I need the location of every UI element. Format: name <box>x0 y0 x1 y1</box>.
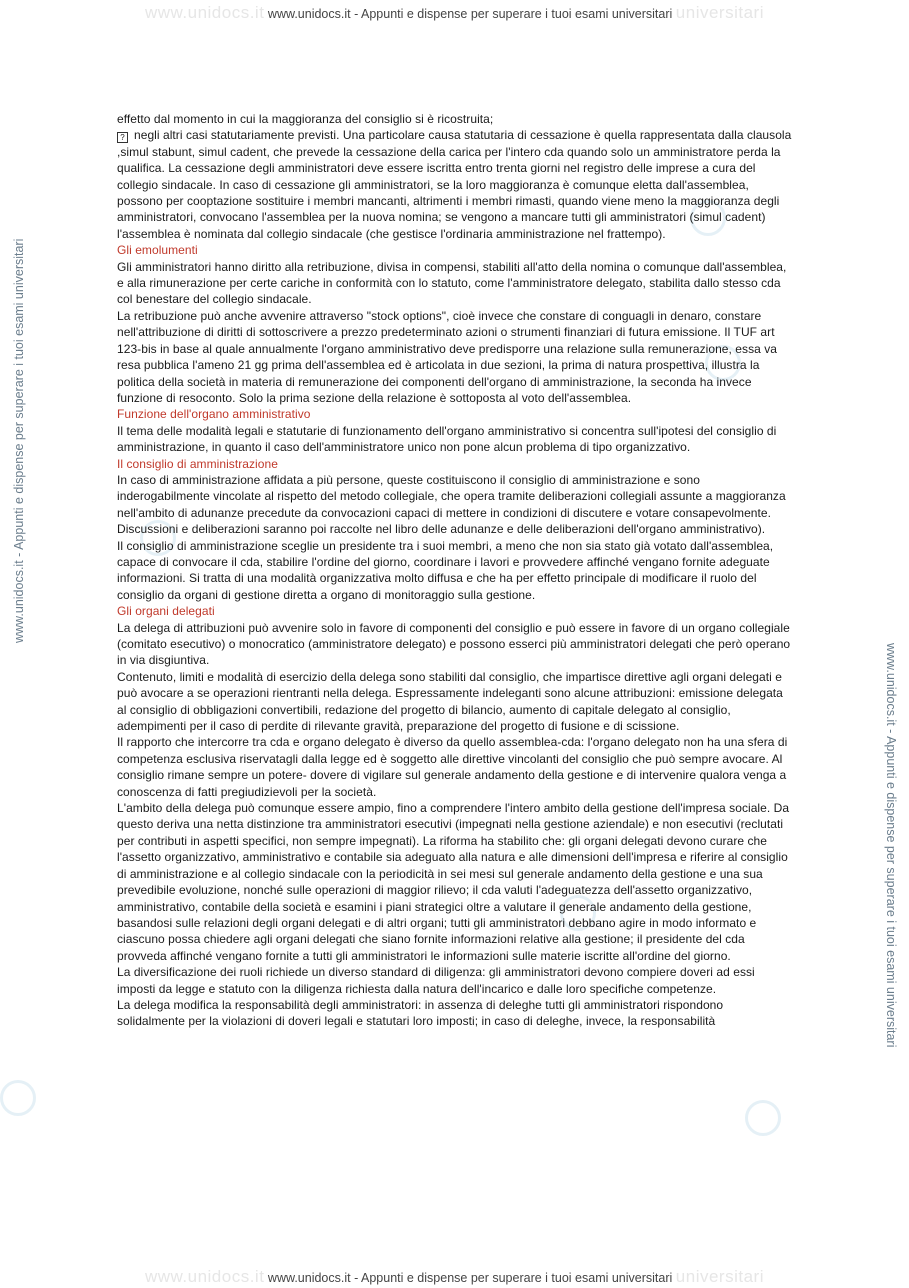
page-footer <box>0 1266 909 1288</box>
paragraph: In caso di amministrazione affidata a più persone, queste costituiscono il consiglio di amministrazione e sono inderogabilmente vincolate al rispetto del metodo collegiale, che opera tramite deliberazioni collegiali assunte a maggioranza nell'ambito di adunanze precedute da convocazioni capaci di mettere in condizioni di discutere e votare consapevolmente. Discussioni e deliberazioni saranno poi raccolte nel libro delle adunanze e delle deliberazioni dell'organo amministrativo). <box>117 472 786 537</box>
paragraph: Il rapporto che intercorre tra cda e organo delegato è diverso da quello assemblea-cda: l'organo delegato non ha una sfera di competenza esclusiva riservatagli dalla legge ed è soggetto alle direttive vincolanti del consiglio che può sempre avocare. Al consiglio rimane sempre un potere- dovere di vigilare sul generale andamento della gestione e di intervenire qualora venga a conoscenza di fatti pregiudizievoli per la società. <box>117 735 788 799</box>
paragraph: Gli amministratori hanno diritto alla retribuzione, divisa in compensi, stabiliti all'atto della nomina o comunque dall'assemblea, e alla rimunerazione per certe cariche in conformità con lo statuto, come l'amministratore delegato, stabilita dallo stesso cda col benestare del collegio sindacale. <box>117 259 787 307</box>
header-watermark-left: www.unidocs.it <box>145 3 265 22</box>
bullet-text: negli altri casi statutariamente previsti. Una particolare causa statutaria di cessazione è quella rappresentata dalla clausola ,simul stabunt, simul cadent, che prevede la cessazione della carica per l'intero cda quando solo un amministratore perda la qualifica. La cessazione degli amministratori deve essere iscritta entro trenta giorni nel registro delle imprese a cura del collegio sindacale. In caso di cessazione gli amministratori, se la loro maggioranza è comunque eletta dall'assemblea, possono per cooptazione sostituire i membri mancanti, altrimenti i membri rimasti, quando viene meno la maggioranza degli amministratori, convocano l'assemblea per la nuova nomina; se vengono a mancare tutti gli amministratori (simul cadent) l'assemblea è nominata dal collegio sindacale (che gestisce l'ordinaria amministrazione nel frattempo). <box>117 128 792 241</box>
paragraph: La delega di attribuzioni può avvenire solo in favore di componenti del consiglio e può essere in favore di un organo collegiale (comitato esecutivo) o monocratico (amministratore delegato) e possono esserci più amministratori delegati che però operano in via disgiuntiva. <box>117 620 791 668</box>
footer-watermark-left: www.unidocs.it <box>145 1267 265 1286</box>
header-watermark-right: universitari <box>675 3 764 22</box>
paragraph: Il tema delle modalità legali e statutarie di funzionamento dell'organo amministrativo si concentra sull'ipotesi del consiglio di amministrazione, in quanto il caso dell'amministratore unico non pone alcun problema di tipo organizzativo. <box>117 423 777 455</box>
section-heading: Il consiglio di amministrazione <box>117 456 278 471</box>
section-heading: Funzione dell'organo amministrativo <box>117 407 311 422</box>
page-header <box>0 2 909 24</box>
paragraph: Il consiglio di amministrazione sceglie un presidente tra i suoi membri, a meno che non sia stato già votato dall'assemblea, capace di convocare il cda, stabilire l'ordine del giorno, coordinare i lavori e provvedere affinché vengano fornite adeguate informazioni. Si tratta di una modalità organizzativa molto diffusa e che ha per effetto principale di modificare il ruolo del consiglio da organi di gestione diretta a organo di monitoraggio sulla gestione. <box>117 538 774 602</box>
footer-site-link[interactable]: www.unidocs.it - Appunti e dispense per superare i tuoi esami universitari <box>267 1271 673 1285</box>
paragraph: La delega modifica la responsabilità degli amministratori: in assenza di deleghe tutti gli amministratori rispondono solidalmente per la violazioni di doveri legali e statutari loro imposti; in caso di deleghe, invece, la responsabilità <box>117 997 724 1029</box>
section-heading: Gli emolumenti <box>117 243 198 258</box>
paragraph: La retribuzione può anche avvenire attraverso "stock options", cioè invece che constare di conguagli in denaro, constare nell'attribuzione di diritti di sottoscrivere a prezzo predeterminato azioni o strumenti finanziari di futura emissione. Il TUF art 123-bis in base al quale annualmente l'organo amministrativo deve predisporre una relazione sulla remunerazione, essa va resa pubblica l'ameno 21 gg prima dell'assemblea ed è articolata in due sezioni, la prima di natura prospettiva, illustra la politica della società in materia di remunerazione dei componenti dell'organo di amministrazione, la seconda ha invece funzione di resoconto. Solo la prima sezione della relazione è sottoposta al voto dell'assemblea. <box>117 308 778 405</box>
bullet-paragraph <box>117 127 793 242</box>
paragraph: L'ambito della delega può comunque essere ampio, fino a comprendere l'intero ambito della gestione dell'impresa sociale. Da questo deriva una netta distinzione tra amministratori esecutivi (impegnati nella gestione aziendale) e non esecutivi (reclutati per contributi in aspetti specifici, non sempre impegnati). La riforma ha stabilito che: gli organi delegati devono curare che l'assetto organizzativo, amministrativo e contabile sia adeguato alla natura e alle dimensioni dell'impresa e riferire al consiglio di amministrazione e al collegio sindacale con la periodicità in sei mesi sul generale andamento della gestione e una sua prevedibile evoluzione, nonché sulle operazioni di maggior rilievo; il cda valuti l'adeguatezza dell'assetto organizzativo, amministrativo, contabile della società e esamini i piani strategici oltre a valutare il generale andamento della gestione, basandosi sulle relazioni degli organi delegati e di altri organi; tutti gli amministratori debbano agire in modo informato e ciascuno possa chiedere agli organi delegati che siano fornite informazioni relative alla gestione; il presidente del cda provveda affinché vengano fornite a tutti gli amministratori le informazioni sulle materie iscritte all'ordine del giorno. <box>117 801 790 963</box>
watermark-logo-icon <box>0 1080 36 1116</box>
paragraph: Contenuto, limiti e modalità di esercizio della delega sono stabiliti dal consiglio, che impartisce direttive agli organi delegati e può avocare a se operazioni rientranti nella delega. Espressamente indeleganti sono alcune attribuzioni: emissione delegata al consiglio di obbligazioni convertibili, redazione del progetto di bilancio, aumento di capitale delegato al consiglio, adempimenti per il caso di perdite di rilevante gravità, preparazione del progetto di fusione e di scissione. <box>117 669 783 734</box>
header-site-link[interactable]: www.unidocs.it - Appunti e dispense per superare i tuoi esami universitari <box>267 7 673 21</box>
section-heading: Gli organi delegati <box>117 604 215 619</box>
watermark-logo-icon <box>745 1100 781 1136</box>
document-body <box>117 111 793 1030</box>
footer-watermark-right: universitari <box>675 1267 764 1286</box>
paragraph: La diversificazione dei ruoli richiede un diverso standard di diligenza: gli amministratori devono compiere doveri ad essi imposti da legge e statuto con la diligenza richiesta dalla natura dell'incarico e dalle loro specifiche competenze. <box>117 965 755 996</box>
paragraph: effetto dal momento in cui la maggioranza del consiglio si è ricostruita; <box>117 112 494 126</box>
bullet-box-icon: ? <box>117 132 128 143</box>
